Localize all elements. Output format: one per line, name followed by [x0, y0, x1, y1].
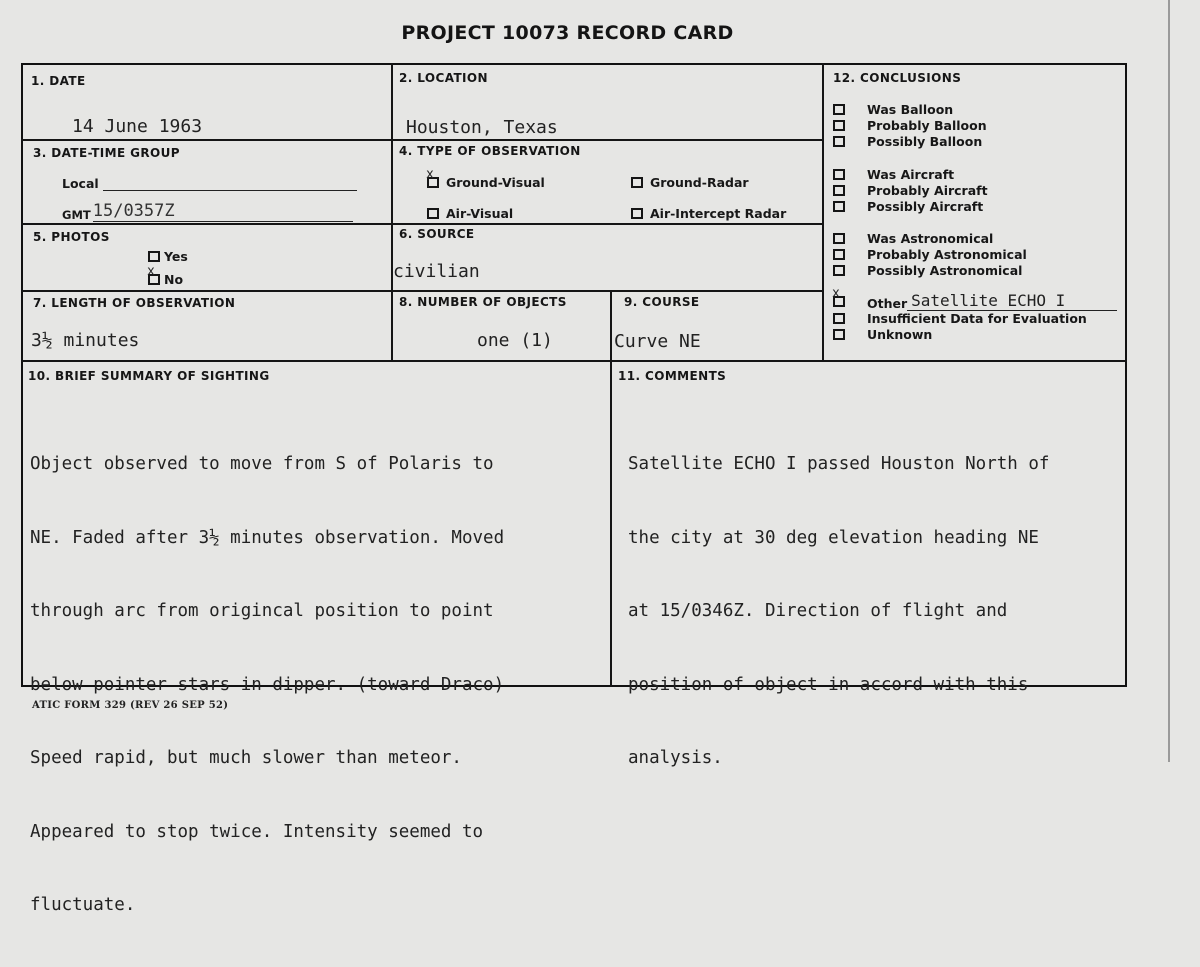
checkbox-icon[interactable]	[833, 249, 845, 260]
conclusion-probably-aircraft[interactable]	[833, 182, 988, 198]
option-label: Was Aircraft	[867, 166, 955, 182]
divider	[21, 360, 1127, 362]
option-label: Insufficient Data for Evaluation	[867, 310, 1087, 326]
divider	[21, 223, 822, 225]
conclusion-was-balloon[interactable]	[833, 101, 987, 117]
conclusion-probably-balloon[interactable]	[833, 117, 987, 133]
length-of-observation-label: 7. LENGTH OF OBSERVATION	[33, 296, 236, 310]
number-of-objects-label: 8. NUMBER OF OBJECTS	[399, 295, 567, 309]
comments-label: 11. COMMENTS	[618, 369, 727, 383]
conclusion-unknown[interactable]	[833, 326, 1117, 342]
conclusion-other[interactable]	[833, 292, 1117, 310]
option-label: Possibly Astronomical	[867, 262, 1023, 278]
divider	[21, 290, 822, 292]
local-label: Local	[62, 176, 99, 191]
document-title: PROJECT 10073 RECORD CARD	[401, 22, 734, 44]
photos-label: 5. PHOTOS	[33, 230, 110, 244]
conclusion-possibly-astronomical[interactable]	[833, 262, 1027, 278]
summary-text	[30, 403, 504, 967]
divider	[21, 139, 822, 141]
checkbox-icon[interactable]	[833, 169, 845, 180]
option-label: Other	[867, 295, 908, 311]
checkbox-checked-icon[interactable]	[148, 274, 160, 285]
checkbox-icon[interactable]	[833, 233, 845, 244]
summary-line: below pointer stars in dipper. (toward Draco)	[30, 674, 505, 695]
option-label: Probably Astronomical	[867, 246, 1027, 262]
checkbox-icon[interactable]	[148, 251, 160, 262]
option-label: No	[164, 272, 184, 287]
checkbox-icon[interactable]	[833, 185, 845, 196]
summary-label: 10. BRIEF SUMMARY OF SIGHTING	[28, 369, 270, 383]
checkbox-icon[interactable]	[833, 201, 845, 212]
checkbox-icon[interactable]	[427, 208, 439, 219]
checkbox-checked-icon[interactable]	[833, 296, 845, 307]
conclusions-group-balloon	[833, 101, 987, 149]
option-label: Possibly Balloon	[867, 133, 983, 149]
option-air-intercept-radar[interactable]	[631, 206, 786, 221]
conclusion-possibly-balloon[interactable]	[833, 133, 987, 149]
type-of-observation-label: 4. TYPE OF OBSERVATION	[399, 144, 581, 158]
checkbox-icon[interactable]	[833, 329, 845, 340]
checkbox-icon[interactable]	[833, 313, 845, 324]
option-label: Air-Visual	[446, 206, 514, 221]
checkbox-icon[interactable]	[631, 208, 643, 219]
option-ground-visual[interactable]	[427, 175, 545, 190]
conclusions-group-astronomical	[833, 230, 1027, 278]
summary-line: fluctuate.	[30, 895, 136, 915]
other-value: Satellite ECHO I	[907, 291, 1117, 311]
conclusion-was-aircraft[interactable]	[833, 166, 988, 182]
option-label: Possibly Aircraft	[867, 198, 984, 214]
date-label: 1. DATE	[31, 74, 86, 88]
comments-line: position of object in accord with this	[628, 674, 1029, 695]
checkbox-icon[interactable]	[631, 177, 643, 188]
conclusion-was-astronomical[interactable]	[833, 230, 1027, 246]
form-number: ATIC FORM 329 (REV 26 SEP 52)	[32, 700, 229, 711]
course-value: Curve NE	[614, 331, 701, 352]
option-label: Ground-Visual	[446, 175, 545, 190]
length-of-observation-value: 3½ minutes	[31, 330, 140, 351]
checkbox-icon[interactable]	[833, 104, 845, 115]
option-label: Unknown	[867, 326, 933, 342]
checkbox-icon[interactable]	[833, 136, 845, 147]
comments-line: analysis.	[628, 748, 723, 768]
location-label: 2. LOCATION	[399, 71, 488, 85]
checkbox-icon[interactable]	[833, 265, 845, 276]
summary-line: Object observed to move from S of Polaris to	[30, 454, 494, 474]
option-label: Was Balloon	[867, 101, 954, 117]
summary-line: NE. Faded after 3½ minutes observation. Moved	[30, 527, 505, 548]
local-time-row	[62, 176, 357, 191]
source-label: 6. SOURCE	[399, 227, 475, 241]
conclusions-group-aircraft	[833, 166, 988, 214]
checkbox-icon[interactable]	[833, 120, 845, 131]
option-label: Yes	[164, 249, 188, 264]
gmt-value: 15/0357Z	[93, 201, 353, 222]
option-label: Probably Balloon	[867, 117, 987, 133]
comments-line: the city at 30 deg elevation heading NE	[628, 527, 1039, 548]
number-of-objects-value: one (1)	[477, 330, 553, 351]
option-label: Air-Intercept Radar	[650, 206, 787, 221]
source-value: civilian	[393, 261, 480, 282]
summary-line: Appeared to stop twice. Intensity seemed to	[30, 821, 484, 842]
conclusion-possibly-aircraft[interactable]	[833, 198, 988, 214]
conclusion-insufficient-data[interactable]	[833, 310, 1117, 326]
option-label: Was Astronomical	[867, 230, 994, 246]
gmt-time-row	[62, 200, 353, 222]
comments-text	[628, 403, 1049, 820]
checkbox-checked-icon[interactable]	[427, 177, 439, 188]
option-air-visual[interactable]	[427, 206, 513, 221]
option-ground-radar[interactable]	[631, 175, 749, 190]
course-label: 9. COURSE	[624, 295, 700, 309]
comments-line: at 15/0346Z. Direction of flight and	[628, 601, 1008, 621]
comments-line: Satellite ECHO I passed Houston North of	[628, 454, 1050, 474]
location-value: Houston, Texas	[406, 117, 558, 138]
option-label: Probably Aircraft	[867, 182, 988, 198]
conclusion-probably-astronomical[interactable]	[833, 246, 1027, 262]
divider	[391, 63, 393, 361]
summary-line: Speed rapid, but much slower than meteor.	[30, 748, 462, 768]
conclusions-group-other	[833, 292, 1117, 342]
divider	[822, 63, 824, 361]
option-photos-yes[interactable]	[148, 249, 188, 264]
date-time-group-label: 3. DATE-TIME GROUP	[33, 146, 180, 160]
gmt-label: GMT	[62, 208, 91, 222]
conclusions-label: 12. CONCLUSIONS	[833, 71, 962, 85]
page-edge-rule	[1168, 0, 1170, 762]
date-value: 14 June 1963	[72, 116, 203, 137]
summary-line: through arc from origincal position to point	[30, 601, 494, 621]
local-value	[103, 176, 357, 191]
option-label: Ground-Radar	[650, 175, 749, 190]
option-photos-no[interactable]	[148, 272, 183, 287]
divider	[610, 290, 612, 687]
